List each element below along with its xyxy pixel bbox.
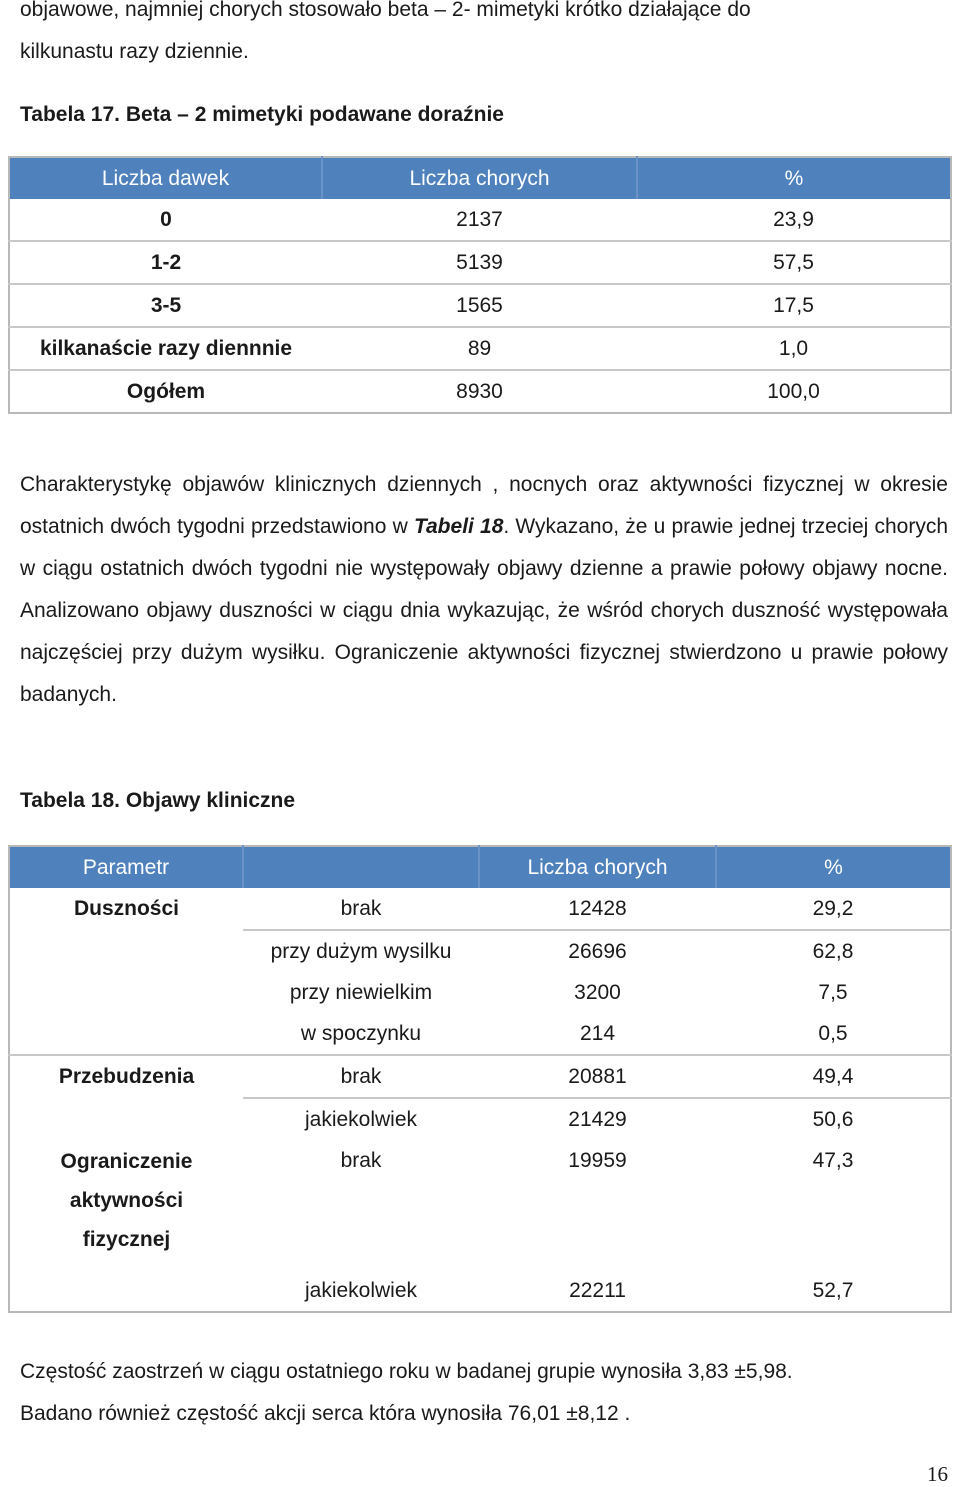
table18-cell: przy niewielkim	[289, 980, 433, 1004]
table18-cell: 12428	[568, 896, 627, 920]
table-row	[9, 284, 951, 327]
table18-header-percent: %	[716, 846, 951, 888]
table18-cell: brak	[243, 1055, 479, 1098]
table17-header-chorych: Liczba chorych	[322, 157, 637, 199]
table18-header-parametr: Parametr	[9, 846, 243, 888]
table-row	[9, 888, 951, 930]
table18-cell: jakiekolwiek	[243, 1098, 479, 1140]
table17-header-dawek: Liczba dawek	[9, 157, 322, 199]
table17-cell: kilkanaście razy diennnie	[9, 327, 322, 370]
table-17	[8, 156, 952, 414]
table18-cell: jakiekolwiek	[304, 1278, 418, 1302]
table18-cell: 7,5	[818, 980, 848, 1004]
table18-group-ograniczenie	[9, 1140, 243, 1312]
table17-cell: 23,9	[773, 207, 814, 231]
table-row	[9, 199, 951, 241]
table18-cell: brak	[340, 1149, 382, 1172]
table18-cell: brak	[340, 896, 382, 920]
table17-caption: Tabela 17. Beta – 2 mimetyki podawane doraźnie	[20, 103, 504, 126]
table17-cell: 5139	[322, 241, 637, 284]
table18-cell: 19959	[568, 1149, 627, 1172]
table-row	[9, 241, 951, 284]
table17-cell: 1-2	[9, 241, 322, 284]
table18-cell-empty	[9, 930, 243, 972]
table17-header-percent: %	[637, 157, 951, 199]
table18-reference: Tabeli 18	[413, 515, 504, 538]
ograniczenie-label-line3: fizycznej	[82, 1228, 171, 1251]
paragraph-clinical-part1: Charakterystykę objawów klinicznych dziennych , nocnych oraz aktywności fizycznej w okresie ostatnich dwóch tygodni przedstawiono w	[20, 473, 948, 538]
table-18	[8, 845, 952, 1313]
table18-group-przebudzenia: Przebudzenia	[9, 1055, 243, 1098]
table17-cell: 2137	[456, 207, 503, 231]
table18-cell: 47,3	[812, 1149, 854, 1172]
table18-caption: Tabela 18. Objawy kliniczne	[20, 789, 296, 812]
table-row	[9, 1013, 951, 1055]
table18-cell: 52,7	[812, 1278, 854, 1302]
table18-cell: 26696	[479, 930, 716, 972]
ograniczenie-label-line2: aktywności	[69, 1189, 184, 1212]
table18-cell: 50,6	[716, 1098, 951, 1140]
table18-cell: 21429	[479, 1098, 716, 1140]
table18-header-blank	[243, 846, 479, 888]
table-row	[9, 1098, 951, 1140]
table17-cell: 1565	[322, 284, 637, 327]
table18-header-row	[9, 846, 951, 888]
intro-line-2: kilkunastu razy dziennie.	[20, 40, 249, 63]
table-row	[9, 1055, 951, 1098]
table18-cell: 214	[579, 1021, 616, 1045]
table18-header-chorych: Liczba chorych	[479, 846, 716, 888]
table18-cell: 49,4	[716, 1055, 951, 1098]
table18-cell: 22211	[569, 1278, 626, 1302]
table18-cell: przy dużym wysilku	[243, 930, 479, 972]
paragraph-exacerbations-line2: Badano również częstość akcji serca która wynosiła 76,01 ±8,12 .	[20, 1402, 631, 1425]
paragraph-clinical-part2: . Wykazano, że u prawie jednej trzeciej chorych w ciągu ostatnich dwóch tygodni nie występowały objawy dzienne a prawie połowy objawy nocne. Analizowano objawy duszności w ciągu dnia wykazując, że wśród chorych duszność występowała najczęściej przy dużym wysiłku. Ograniczenie aktywności fizycznej stwierdzono u prawie połowy badanych.	[20, 515, 948, 706]
table17-cell: 3-5	[9, 284, 322, 327]
table17-cell: 89	[322, 327, 637, 370]
table18-cell: 62,8	[716, 930, 951, 972]
table17-cell: 57,5	[637, 241, 951, 284]
table18-cell: 29,2	[812, 896, 854, 920]
ograniczenie-label-line1: Ograniczenie	[60, 1150, 193, 1173]
table18-cell: 0,5	[818, 1021, 848, 1045]
table-row	[9, 972, 951, 1013]
table17-cell: Ogółem	[9, 370, 322, 413]
table-row	[9, 370, 951, 413]
table17-cell: 17,5	[637, 284, 951, 327]
table-row	[9, 1140, 951, 1270]
table18-cell: w spoczynku	[300, 1021, 422, 1045]
table-row	[9, 930, 951, 972]
table-row	[9, 327, 951, 370]
table18-cell-empty	[9, 1013, 243, 1055]
table17-cell: 8930	[322, 370, 637, 413]
table17-cell: 0	[160, 207, 172, 231]
paragraph-exacerbations-line1: Częstość zaostrzeń w ciągu ostatniego roku w badanej grupie wynosiła 3,83 ±5,98.	[20, 1360, 793, 1383]
paragraph-clinical	[20, 464, 948, 716]
table18-cell-empty	[9, 972, 243, 1013]
page-number: 16	[927, 1462, 948, 1486]
table18-cell: 20881	[479, 1055, 716, 1098]
table17-header-row	[9, 157, 951, 199]
table17-cell: 100,0	[637, 370, 951, 413]
table18-cell: 3200	[574, 980, 621, 1004]
table17-cell: 1,0	[637, 327, 951, 370]
table18-group-dusznosci: Duszności	[73, 897, 180, 920]
table18-cell-empty	[9, 1098, 243, 1140]
intro-line-1: objawowe, najmniej chorych stosowało beta – 2- mimetyki krótko działające do	[20, 0, 751, 21]
